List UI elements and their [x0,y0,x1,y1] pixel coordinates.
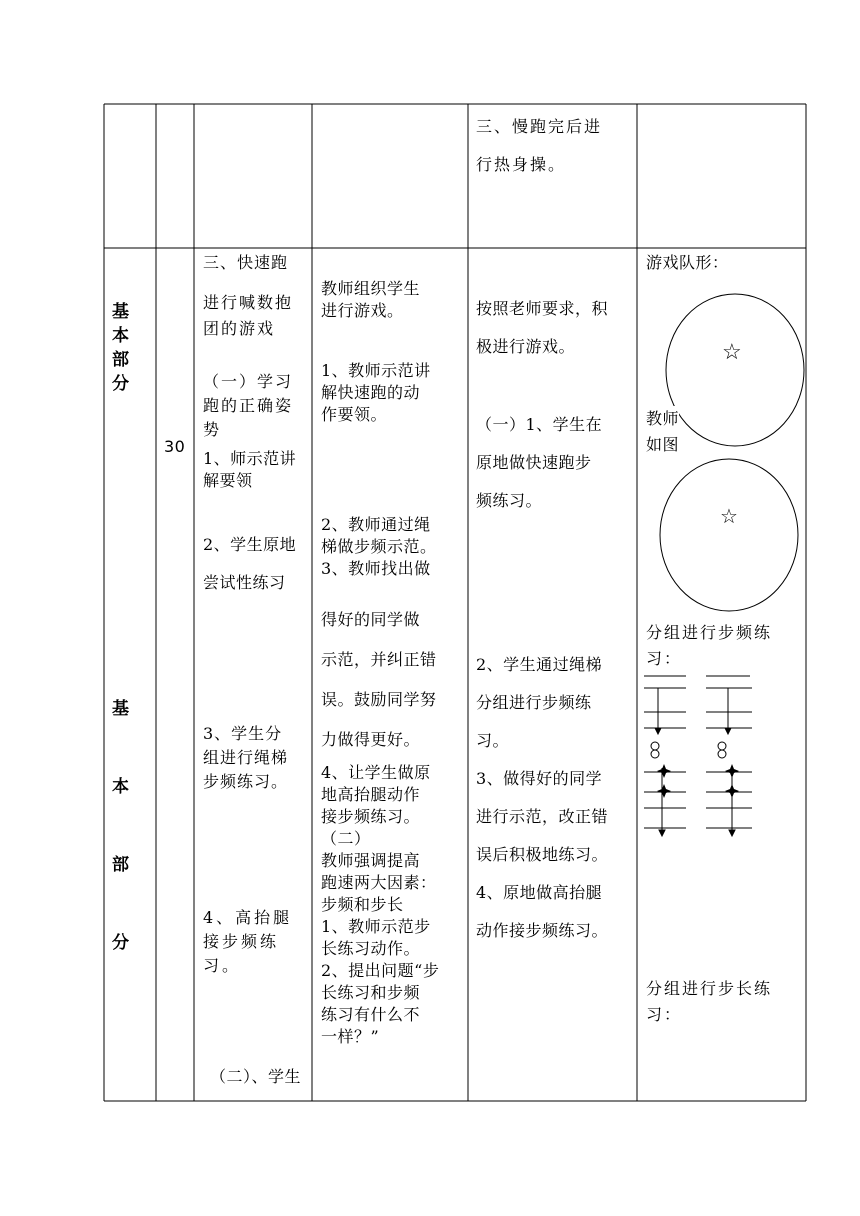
teacher-organize: 教师组织学生 进行游戏。 [321,279,421,320]
section-label-bottom: 基 本 部 分 [112,699,129,953]
teacher-demo: 1、教师示范讲 解快速跑的动 作要领。 [321,361,431,424]
content-game: 进行喊数抱 团的游戏 [203,293,294,338]
step-frequency-title: 分组进行步频练 习： [646,623,773,668]
teacher-star-icon: ☆ [720,504,738,528]
formation-circle-2 [660,459,798,611]
teacher-high-knee: 4、让学生做原 地高抬腿动作 接步频练习。 （二） 教师强调提高 跑速两大因素： 步频和步长 1、教师示范步 长练习动作。 2、提出问题“步 长练习和步频 练习有什么不 一样？” [321,763,440,1046]
step-length-title: 分组进行步长练 习： [646,979,773,1024]
content-learn: （一）学习 跑的正确姿 势 [203,372,294,439]
formation-circle-1 [666,294,804,446]
student-practice: （一）1、学生在 原地做快速跑步 频练习。 [476,415,603,510]
student-ladder: 2、学生通过绳梯 分组进行步频练 习。 3、做得好的同学 进行示范，改正错 误后积极地练习。 4、原地做高抬腿 动作接步频练习。 [476,655,609,940]
rope-ladder-diagram [640,668,760,840]
time-minutes: 30 [164,437,186,456]
teacher-ladder-demo: 2、教师通过绳 梯做步频示范。 3、教师找出做 [321,515,437,578]
content-ladder: 3、学生分 组进行绳梯 步频练习。 [203,724,289,791]
content-part2: （二）、学生 [210,1067,302,1086]
content-high-knee: 4、高抬腿 接步频练 习。 [203,908,293,975]
teacher-correct: 得好的同学做 示范，并纠正错 误。鼓励同学努 力做得更好。 [321,610,437,749]
content-heading: 三、快速跑 [203,253,289,272]
content-demo: 1、师示范讲 解要领 [203,449,297,490]
teacher-position-note: 教师 如图 [646,406,679,458]
warmup-text: 三、慢跑完后进 行热身操。 [476,117,603,174]
teacher-star-icon: ☆ [722,340,742,365]
student-game: 按照老师要求，积 极进行游戏。 [476,299,609,356]
section-label-top: 基 本 部 分 [112,302,129,394]
content-try: 2、学生原地 尝试性练习 [203,535,297,592]
formation-title: 游戏队形： [646,253,729,272]
